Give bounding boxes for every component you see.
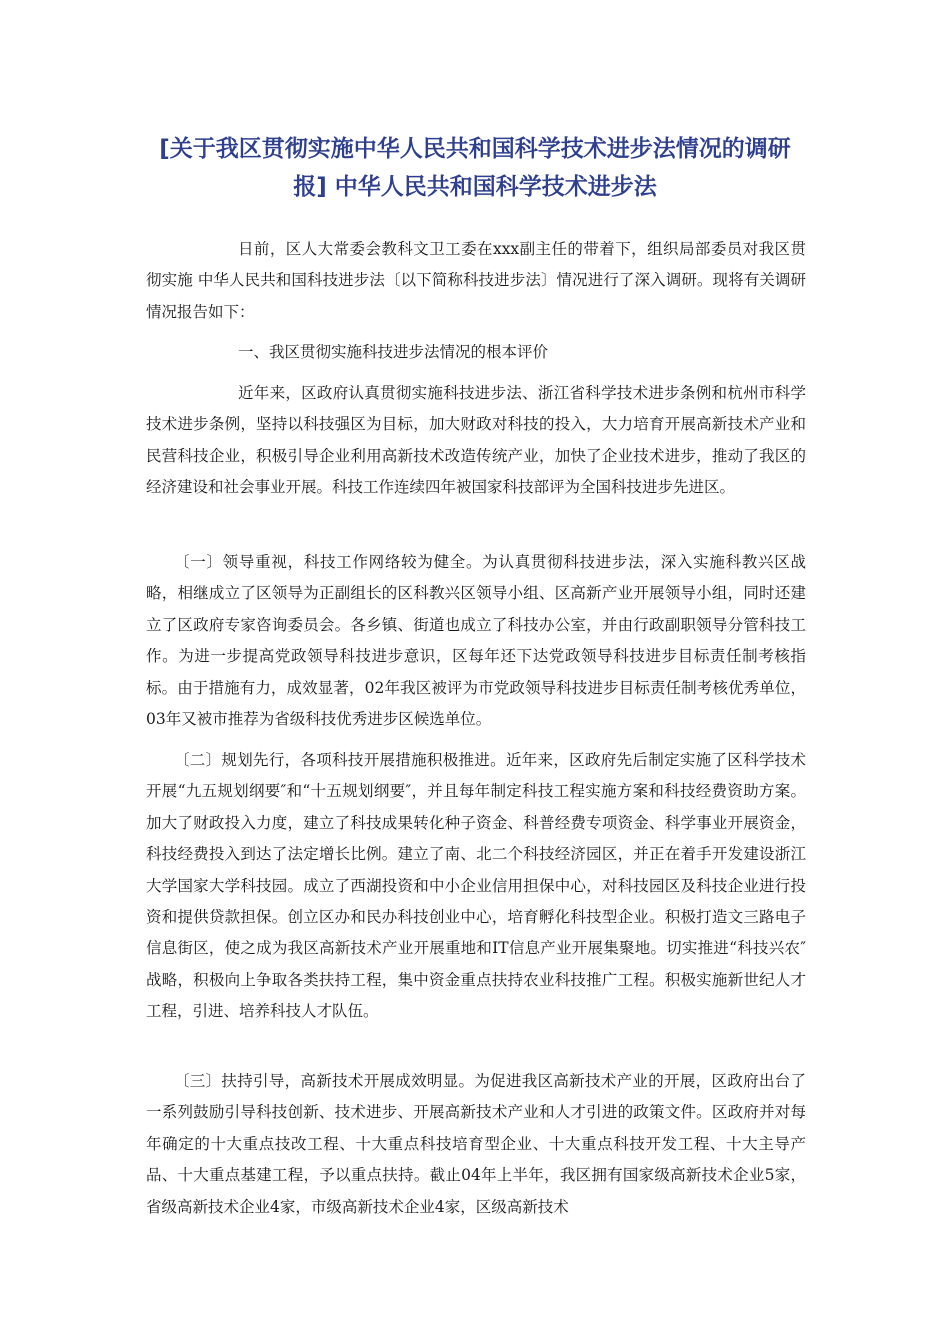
intro-paragraph: 日前，区人大常委会教科文卫工委在xxx副主任的带着下，组织局部委员对我区贯彻实施 中华人民共和国科技进步法〔以下简称科技进步法〕情况进行了深入调研。现将有关调研情况报告如下： (146, 240, 806, 321)
point-2-paragraph: 〔二〕规划先行，各项科技开展措施积极推进。近年来，区政府先后制定实施了区科学技术开展“九五规划纲要″和“十五规划纲要″，并且每年制定科技工程实施方案和科技经费资助方案。加大了财政投入力度，建立了科技成果转化种子资金、科普经费专项资金、科学事业开展资金，科技经费投入到达了法定增长比例。建立了南、北二个科技经济园区，并正在着手开发建设浙江大学国家大学科技园。成立了西湖投资和中小企业信用担保中心，对科技园区及科技企业进行投资和提供贷款担保。创立区办和民办科技创业中心，培育孵化科技型企业。积极打造文三路电子信息街区，使之成为我区高新技术产业开展重地和IT信息产业开展集聚地。切实推进“科技兴农″战略，积极向上争取各类扶持工程，集中资金重点扶持农业科技推广工程。积极实施新世纪人才工程，引进、培养科技人才队伍。 (146, 751, 806, 1021)
point-3-paragraph: 〔三〕扶持引导，高新技术开展成效明显。为促进我区高新技术产业的开展，区政府出台了一系列鼓励引导科技创新、技术进步、开展高新技术产业和人才引进的政策文件。区政府并对每年确定的十大重点技改工程、十大重点科技培育型企业、十大重点科技开发工程、十大主导产品、十大重点基建工程，予以重点扶持。截止04年上半年，我区拥有国家级高新技术企业5家，省级高新技术企业4家，市级高新技术企业4家，区级高新技术 (146, 1072, 806, 1216)
point-1-paragraph: 〔一〕领导重视，科技工作网络较为健全。为认真贯彻科技进步法，深入实施科教兴区战略，相继成立了区领导为正副组长的区科教兴区领导小组、区高新产业开展领导小组，同时还建立了区政府专家咨询委员会。各乡镇、街道也成立了科技办公室，并由行政副职领导分管科技工作。为进一步提高党政领导科技进步意识，区每年还下达党政领导科技进步目标责任制考核指标。由于措施有力，成效显著，02年我区被评为市党政领导科技进步目标责任制考核优秀单位，03年又被市推荐为省级科技优秀进步区候选单位。 (146, 553, 806, 729)
overview-paragraph: 近年来，区政府认真贯彻实施科技进步法、浙江省科学技术进步条例和杭州市科学技术进步条例，坚持以科技强区为目标，加大财政对科技的投入，大力培育开展高新技术产业和民营科技企业，积极引导企业利用高新技术改造传统产业，加快了企业技术进步，推动了我区的经济建设和社会事业开展。科技工作连续四年被国家科技部评为全国科技进步先进区。 (146, 384, 806, 497)
document-title (140, 130, 810, 206)
document-title-line-2: 报] 中华人民共和国科学技术进步法 (293, 174, 657, 200)
document-title-line-1: [关于我区贯彻实施中华人民共和国科学技术进步法情况的调研 (159, 136, 791, 162)
section-1-heading: 一、我区贯彻实施科技进步法情况的根本评价 (238, 343, 549, 361)
